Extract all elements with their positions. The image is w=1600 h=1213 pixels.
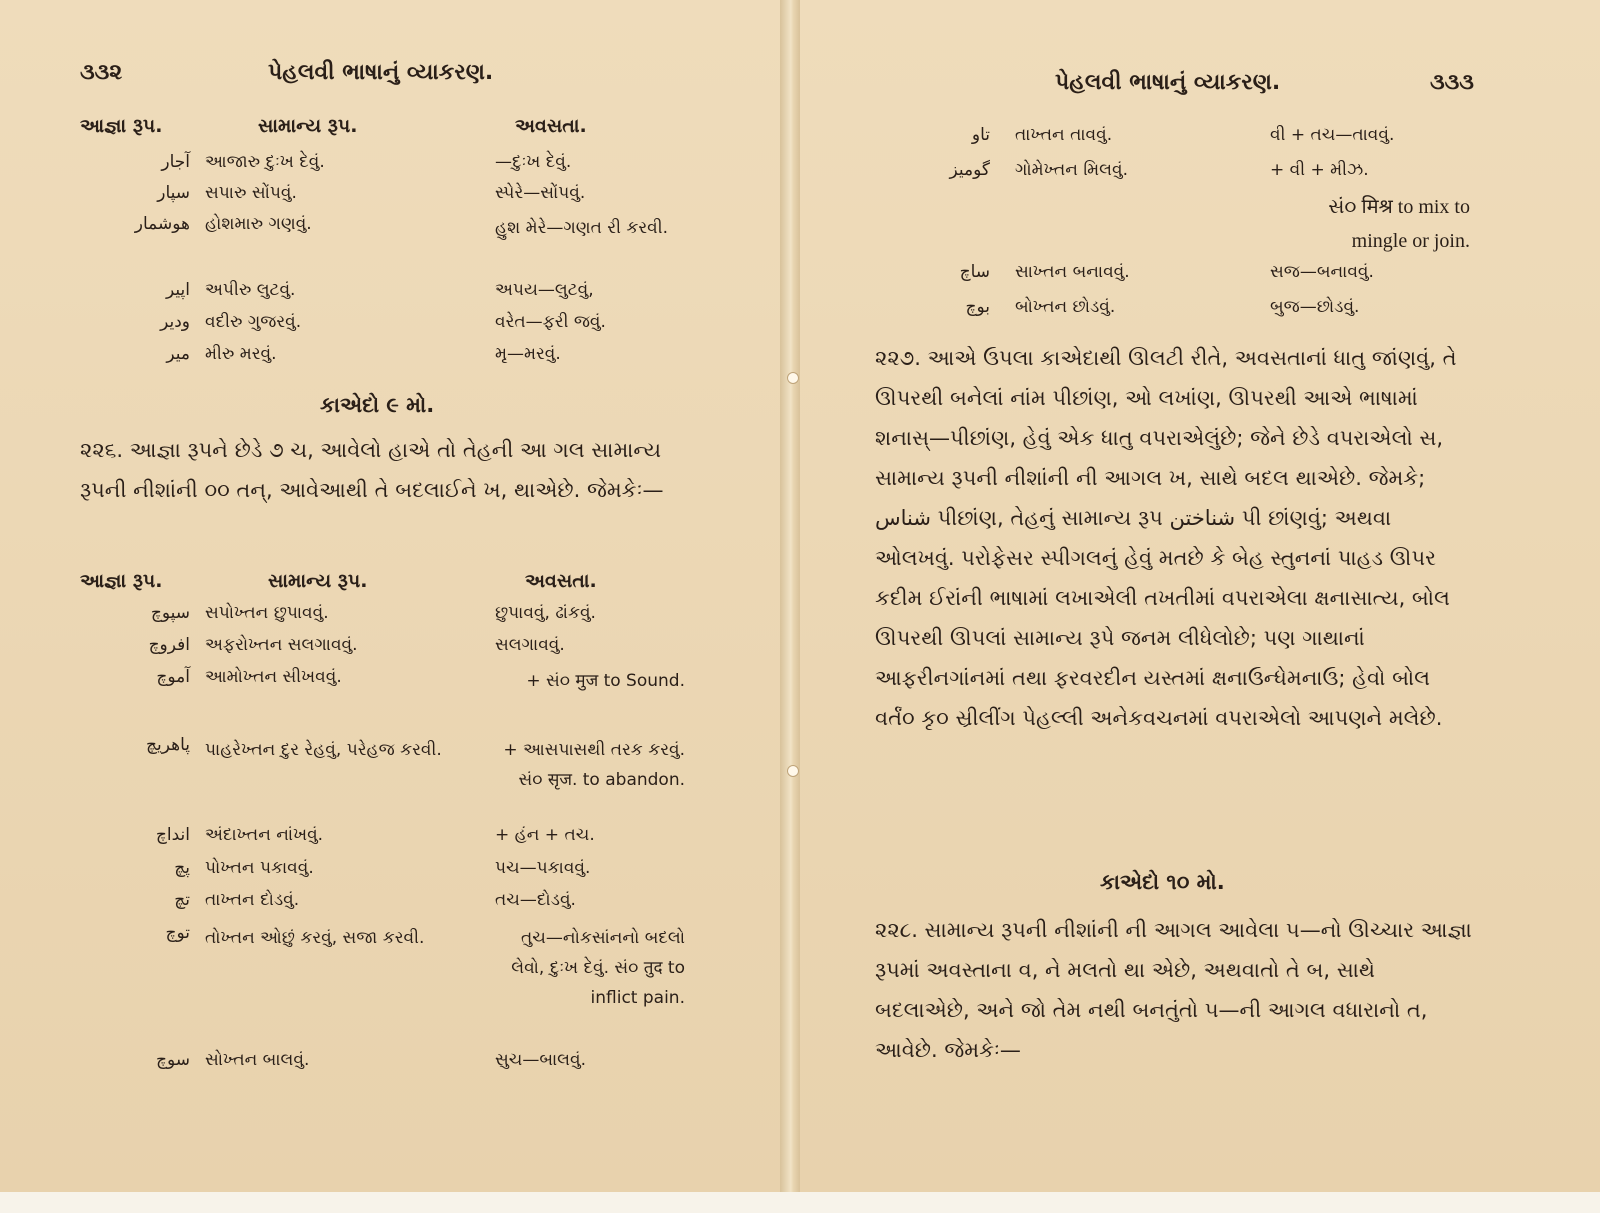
table-cell: વરેત—ફરી જવું. xyxy=(495,312,606,332)
column-header: અવસતા. xyxy=(515,115,587,137)
table-cell: افروچ xyxy=(148,635,190,655)
table-cell: મીરુ મરવું. xyxy=(205,344,277,364)
table-cell: હોશમારુ ગણવું. xyxy=(205,214,312,234)
table-cell: બોખ્તન છોડવું. xyxy=(1015,297,1116,317)
table-cell: સલગાવવું. xyxy=(495,635,565,655)
column-header: સામાન્ય રૂપ. xyxy=(268,570,368,592)
table-cell: + હંન + તચ. xyxy=(495,825,595,845)
table-cell: آجار xyxy=(161,152,190,172)
table-cell: સપોખ્તન છુપાવવું. xyxy=(205,603,329,623)
table-cell: અફરોખ્તન સલગાવવું. xyxy=(205,635,358,655)
binding-stitch xyxy=(787,372,799,384)
sanskrit-note: સં૦ मिश्र to mix to mingle or join. xyxy=(1328,196,1470,252)
table-cell: બુજ—છોડવું. xyxy=(1270,297,1360,317)
table-cell: આમોખ્તન સીખવવું. xyxy=(205,667,342,687)
column-header: સામાન્ય રૂપ. xyxy=(258,115,358,137)
table-cell: انداچ xyxy=(155,825,190,845)
table-cell: તચ—દોડવું. xyxy=(495,890,576,910)
table-cell: વદીરુ ગુજરવું. xyxy=(205,312,302,332)
table-cell: અપીરુ લુટવું. xyxy=(205,280,296,300)
column-header: આજ્ઞા રૂપ. xyxy=(80,570,163,592)
table-cell: پاهریچ xyxy=(146,735,190,755)
table-cell: પોખ્તન પકાવવું. xyxy=(205,858,314,878)
table-cell: تاو xyxy=(971,125,990,145)
table-cell: تچ xyxy=(174,890,190,910)
table-cell: آموچ xyxy=(156,667,190,687)
table-cell: અંદાખ્તન નાંખવું. xyxy=(205,825,324,845)
table-cell: + આસપાસથી તરક કરવું. સં૦ सृज. to abandon. xyxy=(503,740,685,790)
rule-title: કાએદો ૯ મો. xyxy=(320,393,435,417)
table-cell: ودیر xyxy=(160,312,190,332)
rule-title: કાએદો ૧૦ મો. xyxy=(1100,870,1225,894)
table-cell: + સં૦ मुज to Sound. xyxy=(526,671,685,691)
table-cell: —દુઃખ દેવું. xyxy=(495,152,572,172)
table-cell: گومیز xyxy=(949,160,990,180)
table-cell: સુચ—બાલવું. xyxy=(495,1050,587,1070)
table-cell: સપારુ સોંપવું. xyxy=(205,183,297,203)
table-cell: વી + તચ—તાવવું. xyxy=(1270,125,1395,145)
table-cell: પાહરેખ્તન દુર રેહવું, પરેહજ કરવી. xyxy=(205,740,442,760)
column-header: અવસતા. xyxy=(525,570,597,592)
table-cell: اپیر xyxy=(166,280,190,300)
table-cell: તોખ્તન ઓછું કરવું, સજા કરવી. xyxy=(205,928,425,948)
paragraph: ૨૨૮. સામાન્ય રૂપની નીશાંની ની આગલ આવેલા ૫—નો ઊચ્ચાર આજ્ઞા રૂપમાં અવસ્તાના વ, ને મલતો થા એછે, અથવાતો તે બ, સાથે બદલાએછે, અને જો તેમ નથી બનતુંતો ૫—ની આગલ વધારાનો ત, આવેછે. જેમકેઃ— xyxy=(875,918,1472,1062)
left-page xyxy=(0,0,785,1192)
table-cell: મૃ—મરવું. xyxy=(495,344,561,364)
table-cell: પચ—પકાવવું. xyxy=(495,858,591,878)
table-cell: سوچ xyxy=(156,1050,190,1070)
table-cell: بوچ xyxy=(965,297,990,317)
table-cell: આજારુ દુઃખ દેવું. xyxy=(205,152,325,172)
running-title: પેહલવી ભાષાનું વ્યાકરણ. xyxy=(1055,70,1281,95)
table-cell: છુપાવવું, ઢાંકવું. xyxy=(495,603,596,623)
table-cell: સોખ્તન બાલવું. xyxy=(205,1050,310,1070)
paragraph: ૨૨૬. આજ્ઞા રૂપને છેડે ૭ ચ, આવેલો હાએ તો તેહની આ ગલ સામાન્ય રૂપની નીશાંની ૦૦ તન્, આવેઆથી તે બદલાઈને ખ, થાએછે. જેમકેઃ— xyxy=(80,438,664,502)
page-bottom-margin xyxy=(0,1192,1600,1213)
table-cell: હુશ મેરે—ગણત રી કરવી. xyxy=(495,218,668,238)
table-cell: અપય—લુટવું, xyxy=(495,280,594,300)
table-cell: توچ xyxy=(165,923,190,943)
paragraph: ૨૨૭. આએ ઉપલા કાએદાથી ઊલટી રીતે, અવસતાનાં ધાતુ જાંણવું, તે ઊપરથી બનેલાં નાંમ પીછાંણ, ઓ લખાંણ, ઊપરથી આએ ભાષામાં શનાસ્—પીછાંણ, હેવું એક ધાતુ વપરાએલુંછે; જેને છેડે વપરાએલો સ, સામાન્ય રૂપની નીશાંની ની આગલ ખ, સાથે બદલ થાએછે. જેમકે; شناس પીછાંણ, તેહનું સામાન્ય રૂપ شناختن પી છાંણવું; અથવા ઓલખવું. પરોફેસર સ્પીગલનું હેવું મતછે કે બેહ સ્તુનનાં પાહડ ઊપર કદીમ ઈરાંની ભાષામાં લખાએલી તખતીમાં વપરાએલા ક્ષનાસાત્ય, બોલ ઊપરથી ઊપલાં સામાન્ય રૂપે જનમ લીધેલોછે; પણ ગાથાનાં આફરીનગાંનમાં તથા ફરવરદીન યસ્તમાં ક્ષનાઉન્ધેમનાઉ; હેવો બોલ વર્તં૦ કૃ૦ સ્રીલીંગ પેહલ્લી અનેકવચનમાં વપરાએલો આપણને મલેછે. xyxy=(875,346,1457,730)
right-page xyxy=(800,0,1600,1192)
table-cell: + વી + મીઝ. xyxy=(1270,160,1369,180)
table-cell: તુચ—નોકસાંનનો બદલો લેવો, દુઃખ દેવું. સં૦ तुद to inflict pain. xyxy=(511,928,685,1008)
table-cell: સજ—બનાવવું. xyxy=(1270,262,1374,282)
table-cell: سپوچ xyxy=(150,603,190,623)
page-number: ૩૩૨ xyxy=(80,60,123,85)
binding-stitch xyxy=(787,765,799,777)
table-cell: هوشمار xyxy=(134,214,190,234)
table-cell: ગોમેખ્તન મિલવું. xyxy=(1015,160,1129,180)
running-title: પેહલવી ભાષાનું વ્યાકરણ. xyxy=(268,60,494,85)
table-cell: તાખ્તન તાવવું. xyxy=(1015,125,1113,145)
table-cell: سپار xyxy=(157,183,190,203)
column-header: આજ્ઞા રૂપ. xyxy=(80,115,163,137)
table-cell: તાખ્તન દોડવું. xyxy=(205,890,300,910)
page-number: ૩૩૩ xyxy=(1430,70,1474,95)
table-cell: میر xyxy=(166,344,190,364)
table-cell: સ્પેરે—સોંપવું. xyxy=(495,183,586,203)
table-cell: સાખ્તન બનાવવું. xyxy=(1015,262,1130,282)
table-cell: پچ xyxy=(174,858,190,878)
table-cell: ساچ xyxy=(959,262,990,282)
